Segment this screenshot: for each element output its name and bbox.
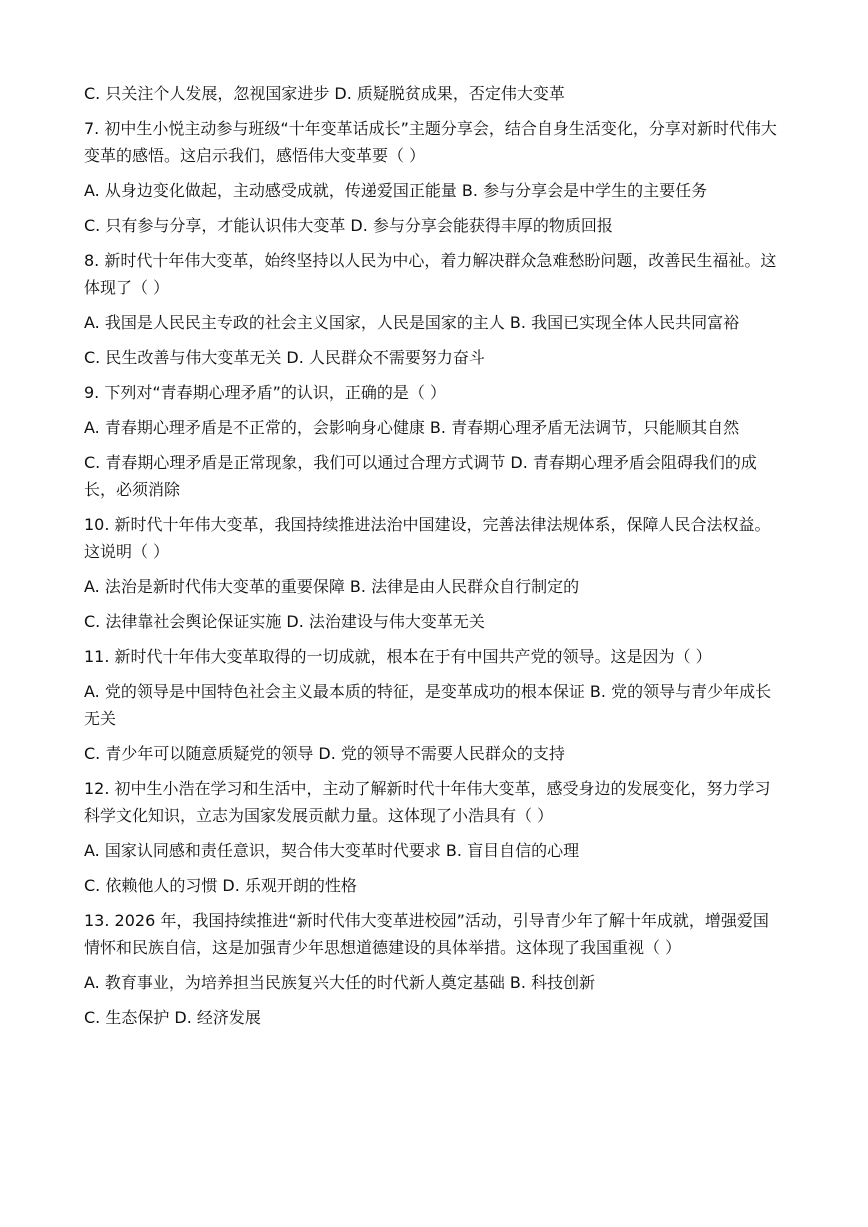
option-row-8-ab: A. 我国是人民民主专政的社会主义国家，人民是国家的主人 B. 我国已实现全体人民共同富裕 (84, 313, 740, 332)
question-8: 8. 新时代十年伟大变革，始终坚持以人民为中心，着力解决群众急难愁盼问题，改善民生福祉。这体现了（ ） (84, 251, 777, 297)
question-12: 12. 初中生小浩在学习和生活中，主动了解新时代十年伟大变革，感受身边的发展变化，努力学习科学文化知识，立志为国家发展贡献力量。这体现了小浩具有（ ） (84, 779, 771, 825)
option-row-6-cd: C. 只关注个人发展，忽视国家进步 D. 质疑脱贫成果，否定伟大变革 (84, 84, 565, 103)
option-row-13-ab: A. 教育事业，为培养担当民族复兴大任的时代新人奠定基础 B. 科技创新 (84, 973, 596, 992)
question-7: 7. 初中生小悦主动参与班级“十年变革话成长”主题分享会，结合自身生活变化，分享对新时代伟大变革的感悟。这启示我们，感悟伟大变革要（ ） (84, 119, 777, 165)
option-row-8-cd: C. 民生改善与伟大变革无关 D. 人民群众不需要努力奋斗 (84, 348, 485, 367)
option-row-11-ab: A. 党的领导是中国特色社会主义最本质的特征，是变革成功的根本保证 B. 党的领导与青少年成长无关 (84, 682, 772, 728)
option-row-9-ab: A. 青春期心理矛盾是不正常的，会影响身心健康 B. 青春期心理矛盾无法调节，只能顺其自然 (84, 418, 740, 437)
option-row-12-ab: A. 国家认同感和责任意识，契合伟大变革时代要求 B. 盲目自信的心理 (84, 841, 580, 860)
question-9: 9. 下列对“青春期心理矛盾”的认识，正确的是（ ） (84, 383, 447, 402)
option-row-9-cd: C. 青春期心理矛盾是正常现象，我们可以通过合理方式调节 D. 青春期心理矛盾会阻碍我们的成长，必须消除 (84, 453, 757, 499)
option-row-12-cd: C. 依赖他人的习惯 D. 乐观开朗的性格 (84, 876, 357, 895)
option-row-10-ab: A. 法治是新时代伟大变革的重要保障 B. 法律是由人民群众自行制定的 (84, 577, 580, 596)
option-row-13-cd: C. 生态保护 D. 经济发展 (84, 1008, 261, 1027)
question-11: 11. 新时代十年伟大变革取得的一切成就，根本在于有中国共产党的领导。这是因为（ ） (84, 647, 712, 666)
document-page (84, 80, 784, 1031)
option-row-11-cd: C. 青少年可以随意质疑党的领导 D. 党的领导不需要人民群众的支持 (84, 744, 565, 763)
option-row-7-ab: A. 从身边变化做起，主动感受成就，传递爱国正能量 B. 参与分享会是中学生的主要任务 (84, 181, 708, 200)
question-13: 13. 2026 年，我国持续推进“新时代伟大变革进校园”活动，引导青少年了解十年成就，增强爱国情怀和民族自信，这是加强青少年思想道德建设的具体举措。这体现了我国重视（ ） (84, 911, 769, 957)
option-row-10-cd: C. 法律靠社会舆论保证实施 D. 法治建设与伟大变革无关 (84, 612, 485, 631)
question-10: 10. 新时代十年伟大变革，我国持续推进法治中国建设，完善法律法规体系，保障人民合法权益。这说明（ ） (84, 515, 771, 561)
option-row-7-cd: C. 只有参与分享，才能认识伟大变革 D. 参与分享会能获得丰厚的物质回报 (84, 216, 613, 235)
